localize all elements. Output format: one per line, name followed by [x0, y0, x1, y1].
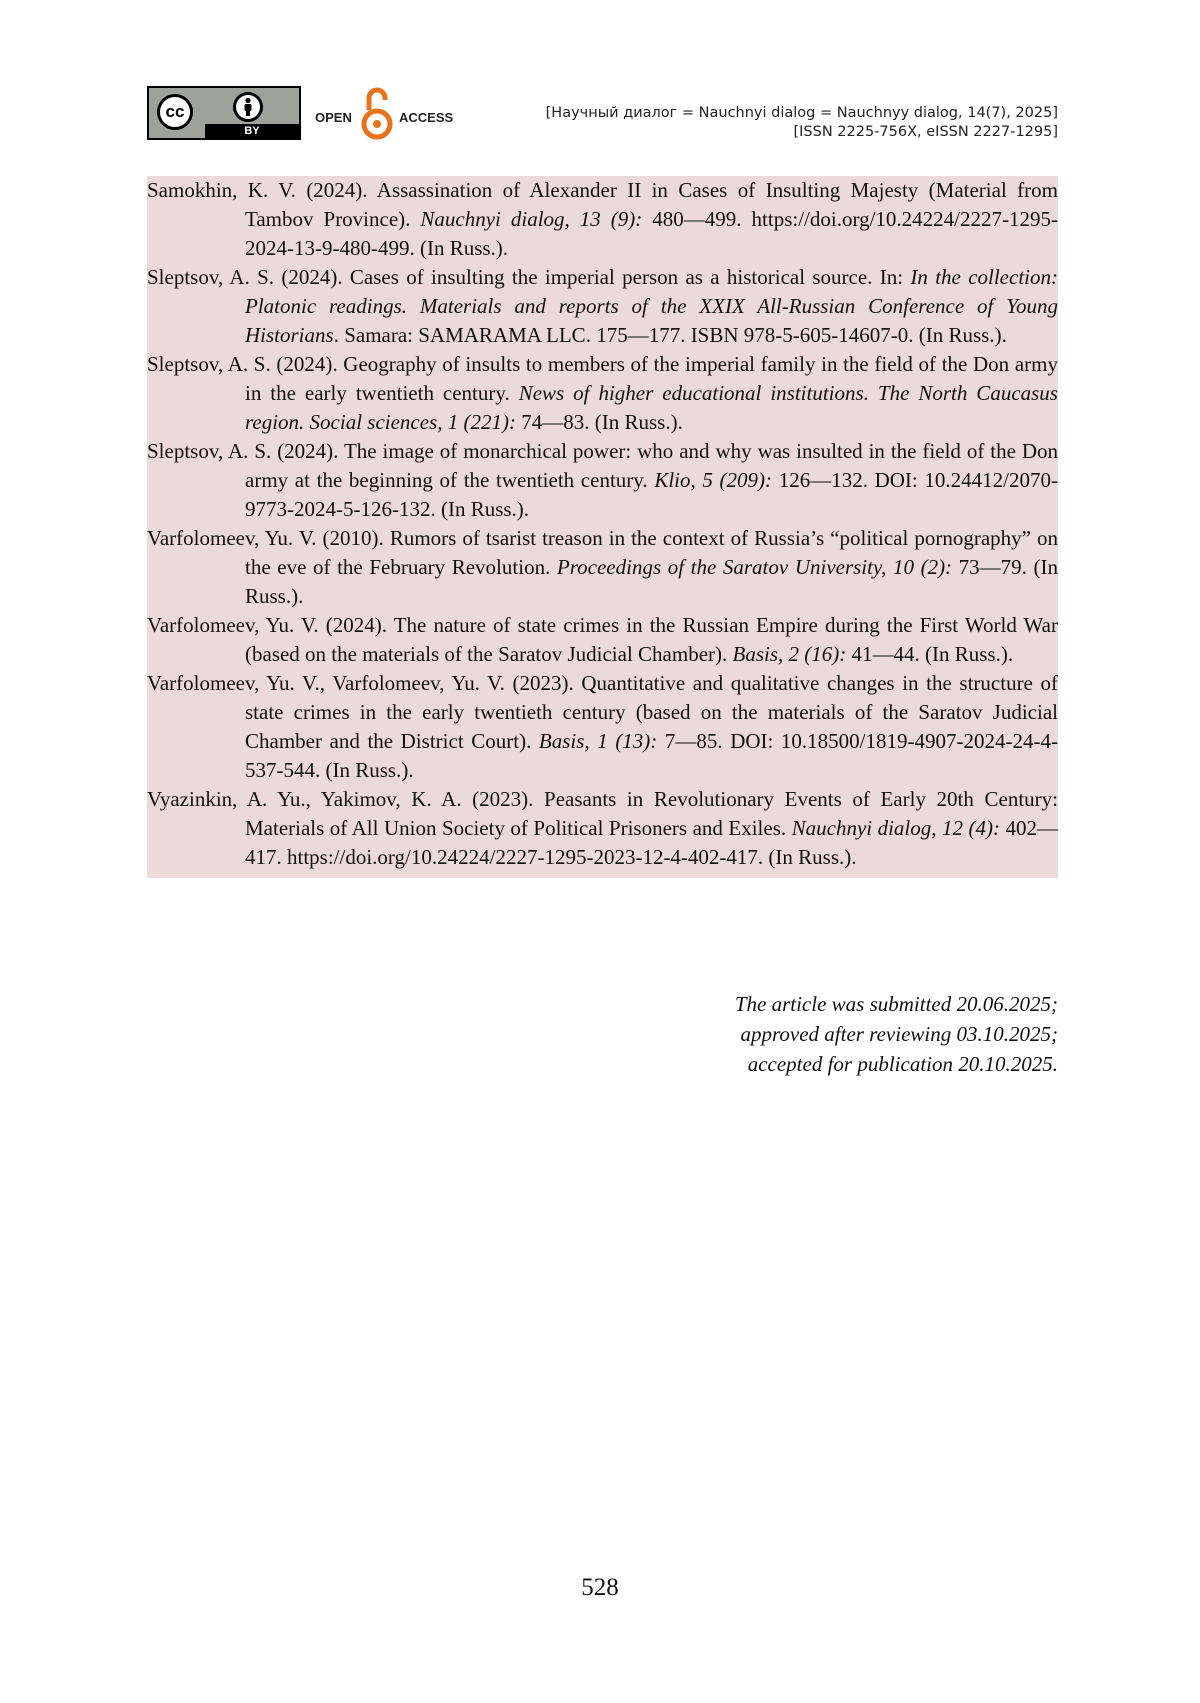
issn-line: [ISSN 2225-756X, eISSN 2227-1295] — [793, 124, 1058, 140]
submission-dates — [735, 989, 1058, 1079]
reference-item: Varfolomeev, Yu. V. (2010). Rumors of tsarist treason in the context of Russia’s “political pornography” on the eve of the February Revolution. Proceedings of the Saratov University, 10 (2): 73—79. (In Russ.). — [147, 526, 1058, 608]
page-number: 528 — [581, 1574, 619, 1601]
reference-item: Varfolomeev, Yu. V. (2024). The nature of state crimes in the Russian Empire during the First World War (based on the materials of the Saratov Judicial Chamber). Basis, 2 (16): 41—44. (In Russ.). — [147, 613, 1058, 666]
approved-date: approved after reviewing 03.10.2025; — [740, 1022, 1058, 1046]
cc-icon: cc — [157, 94, 193, 130]
reference-item: Varfolomeev, Yu. V., Varfolomeev, Yu. V. (2023). Quantitative and qualitative changes in the structure of state crimes in the early twentieth century (based on the materials of the Saratov Judicial Chamber and the District Court). Basis, 1 (13): 7—85. DOI: 10.18500/1819-4907-2024-24-4-537-544. (In Russ.). — [147, 671, 1058, 782]
reference-item: Sleptsov, A. S. (2024). The image of monarchical power: who and why was insulted in the field of the Don army at the beginning of the twentieth century. Klio, 5 (209): 126—132. DOI: 10.24412/2070-9773-2024-5-126-132. (In Russ.). — [147, 439, 1058, 521]
references-list — [147, 176, 1058, 878]
page-header — [147, 86, 1058, 140]
reference-item: Sleptsov, A. S. (2024). Geography of insults to members of the imperial family in the field of the Don army in the early twentieth century. News of higher educational institutions. The North Caucasus region. Social sciences, 1 (221): 74—83. (In Russ.). — [147, 352, 1058, 434]
open-access-lock-icon — [359, 86, 395, 140]
reference-item: Vyazinkin, A. Yu., Yakimov, K. A. (2023). Peasants in Revolutionary Events of Early 20th Century: Materials of All Union Society of Political Prisoners and Exiles. Nauchnyi dialog, 12 (4): 402—417. https://doi.org/10.24224/2227-1295-2023-12-4-402-417. (In Russ.). — [147, 787, 1058, 869]
open-access-logo — [315, 86, 465, 140]
journal-citation — [546, 104, 1058, 142]
reference-item: Sleptsov, A. S. (2024). Cases of insulting the imperial person as a historical source. In: In the collection: Platonic readings. Materials and reports of the XXIX All-Russian Conference of Young Historians. Samara: SAMARAMA LLC. 175—177. ISBN 978-5-605-14607-0. (In Russ.). — [147, 265, 1058, 347]
submitted-date: The article was submitted 20.06.2025; — [734, 992, 1058, 1016]
access-word: ACCESS — [399, 110, 454, 125]
reference-item: Samokhin, K. V. (2024). Assassination of Alexander II in Cases of Insulting Majesty (Material from Tambov Province). Nauchnyi dialog, 13 (9): 480—499. https://doi.org/10.24224/2227-1295-2024-13-9-480-499. (In Russ.). — [147, 178, 1058, 260]
accepted-date: accepted for publication 20.10.2025. — [747, 1052, 1058, 1076]
journal-title-line: [Научный диалог = Nauchnyi dialog = Nauchnyy dialog, 14(7), 2025] — [545, 105, 1058, 121]
open-word: OPEN — [315, 110, 352, 125]
by-label: BY — [205, 124, 299, 138]
attribution-person-icon — [233, 92, 263, 122]
cc-by-license-badge — [147, 86, 301, 140]
